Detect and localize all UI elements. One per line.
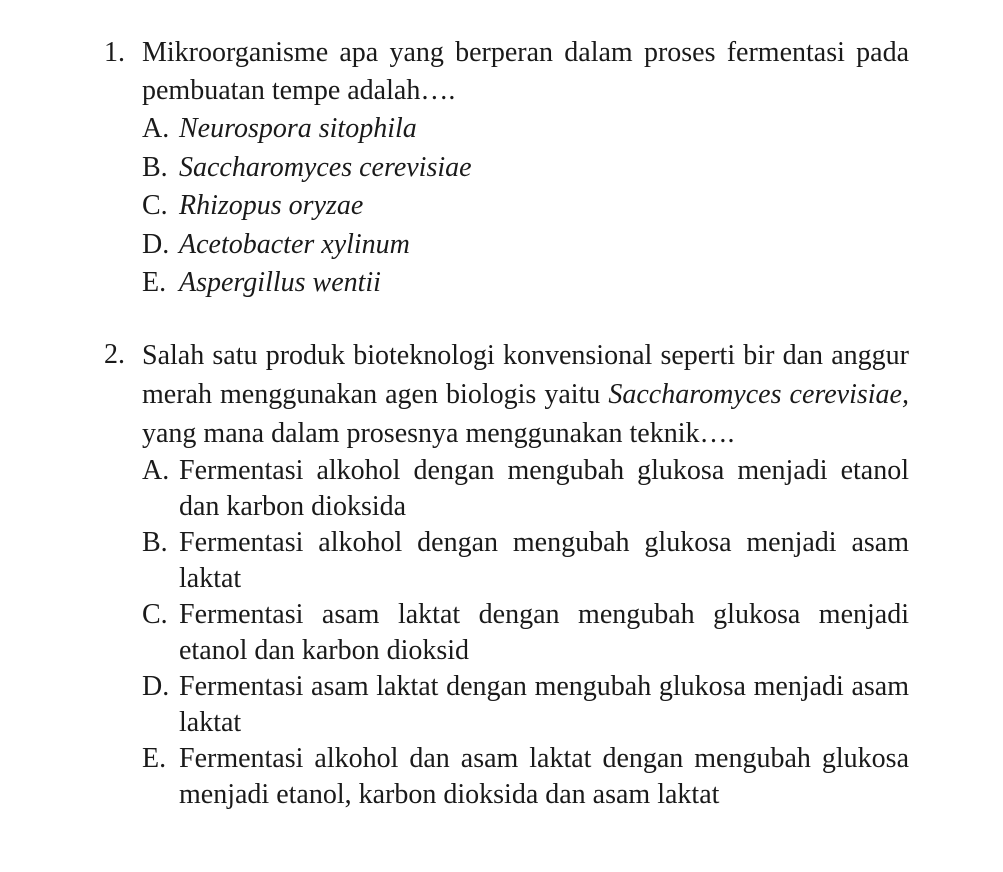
option-c xyxy=(142,187,909,226)
option-text: Neurospora sitophila xyxy=(179,113,417,144)
question-2-stem-row xyxy=(104,336,909,453)
question-1-options xyxy=(142,110,909,303)
option-text: Fermentasi asam laktat dengan mengubah glukosa menjadi etanol dan karbon dioksid xyxy=(179,599,909,666)
option-letter: A. xyxy=(142,455,170,486)
option-letter: E. xyxy=(142,743,167,774)
option-d xyxy=(142,226,909,265)
question-number: 1. xyxy=(104,37,125,68)
question-1 xyxy=(104,34,909,303)
stem-species-name: Saccharomyces cerevisiae, xyxy=(608,379,909,410)
option-letter: B. xyxy=(142,151,168,183)
option-d xyxy=(142,669,909,741)
option-letter: A. xyxy=(142,113,170,144)
question-2 xyxy=(104,336,909,813)
stem-text-after: yang mana dalam prosesnya menggunakan teknik…. xyxy=(142,418,735,449)
option-text: Aspergillus wentii xyxy=(179,267,381,298)
option-letter: D. xyxy=(142,671,170,702)
option-letter: C. xyxy=(142,190,168,221)
stem-text-before: Salah satu produk bioteknologi konvensional seperti bir dan anggur merah menggunakan agen biologis yaitu xyxy=(142,340,909,410)
option-c xyxy=(142,597,909,669)
option-text: Fermentasi alkohol dan asam laktat dengan mengubah glukosa menjadi etanol, karbon dioksida dan asam laktat xyxy=(179,743,909,810)
option-b xyxy=(142,525,909,597)
option-text: Fermentasi alkohol dengan mengubah glukosa menjadi etanol dan karbon dioksida xyxy=(179,455,909,522)
option-letter: E. xyxy=(142,267,167,298)
option-a xyxy=(142,453,909,525)
question-1-stem-row xyxy=(104,34,909,110)
option-text: Fermentasi alkohol dengan mengubah glukosa menjadi asam laktat xyxy=(179,527,909,594)
option-e xyxy=(142,741,909,813)
option-text: Saccharomyces cerevisiae xyxy=(179,151,472,183)
option-e xyxy=(142,264,909,303)
option-letter: C. xyxy=(142,599,168,630)
option-text: Rhizopus oryzae xyxy=(179,190,364,221)
question-stem: Mikroorganisme apa yang berperan dalam proses fermentasi pada pembuatan tempe adalah…. xyxy=(142,37,909,106)
question-2-options xyxy=(142,453,909,813)
question-number: 2. xyxy=(104,339,125,370)
option-letter: B. xyxy=(142,527,168,558)
option-text: Acetobacter xylinum xyxy=(179,228,410,260)
option-a xyxy=(142,110,909,149)
option-text: Fermentasi asam laktat dengan mengubah glukosa menjadi asam laktat xyxy=(179,671,909,738)
option-b xyxy=(142,149,909,188)
question-stem xyxy=(142,336,909,453)
option-letter: D. xyxy=(142,228,170,260)
